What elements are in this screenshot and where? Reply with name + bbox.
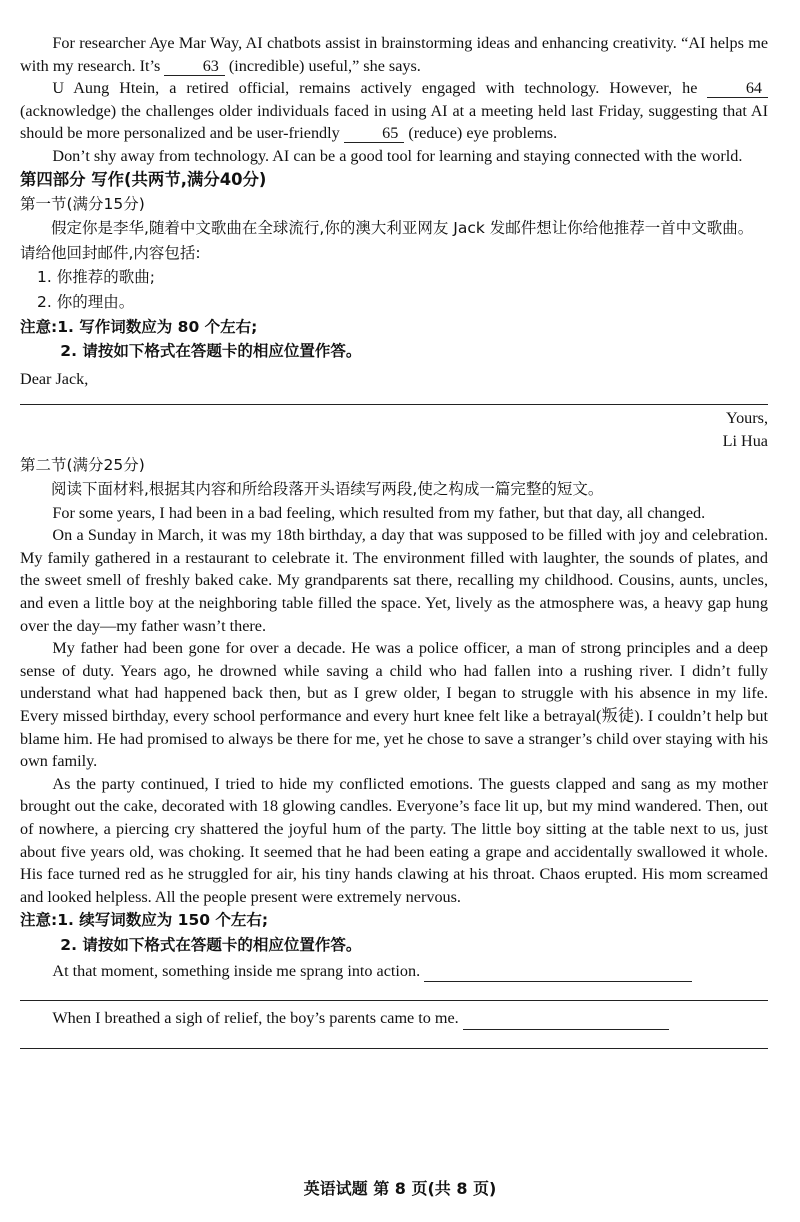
- section1-prompt: 假定你是李华,随着中文歌曲在全球流行,你的澳大利亚网友 Jack 发邮件想让你给他推荐一首中文歌曲。请给他回封邮件,内容包括:: [20, 219, 754, 262]
- continuation-start-2: When I breathed a sigh of relief, the boy’s parents came to me.: [20, 1007, 768, 1030]
- section2-note-2: 2. 请按如下格式在答题卡的相应位置作答。: [60, 935, 362, 954]
- reading-paragraph-2: U Aung Htein, a retired official, remains actively engaged with technology. However, he 64 (acknowledge) the challenges older individuals faced in using AI at a meeting held last Friday, suggesting that AI should be more personalized and be user-friendly 65 (reduce) eye problems.: [20, 79, 768, 143]
- reading-paragraph-1: For researcher Aye Mar Way, AI chatbots assist in brainstorming ideas and enhancing creativity. “AI helps me with my research. It’s 63 (incredible) useful,” she says.: [20, 34, 768, 75]
- section1-title: 第一节(满分15分): [20, 194, 145, 213]
- section1-item-1: 1. 你推荐的歌曲;: [37, 268, 155, 287]
- story-paragraph-1: For some years, I had been in a bad feeling, which resulted from my father, but that day, all changed.: [52, 503, 706, 522]
- story-paragraph-3: My father had been gone for over a decade. He was a police officer, a man of strong principles and a deep sense of duty. Years ago, he drowned while saving a child who had fallen into a rushing river. I didn’t fully understand what had happened back then, but as I grew older, I began to struggle with his absence in my life. Every missed birthday, every school performance and every hurt knee felt like a betrayal(叛徒). I couldn’t help but blame him. He had promised to always be there for me, yet he chose to save a stranger’s child over staying with his own family.: [20, 639, 768, 771]
- letter-signature: Li Hua: [722, 431, 768, 450]
- letter-greeting: Dear Jack,: [20, 369, 89, 388]
- reading-paragraph-3: Don’t shy away from technology. AI can be a good tool for learning and staying connected with the world.: [52, 146, 743, 165]
- continuation-answer-line-2[interactable]: [463, 1013, 669, 1030]
- letter-closing: Yours,: [726, 409, 768, 428]
- section2-note-1: 注意:1. 续写词数应为 150 个左右;: [20, 911, 269, 930]
- section1-item-2: 2. 你的理由。: [37, 292, 135, 311]
- continuation-start-1: At that moment, something inside me sprang into action.: [20, 960, 768, 983]
- writing-line[interactable]: [20, 404, 768, 405]
- page-footer: 英语试题 第 8 页(共 8 页): [303, 1179, 497, 1198]
- blank-65[interactable]: 65: [344, 124, 405, 143]
- part4-title: 第四部分 写作(共两节,满分40分): [20, 169, 267, 189]
- writing-line[interactable]: [20, 1000, 768, 1001]
- writing-line[interactable]: [20, 1048, 768, 1049]
- blank-64[interactable]: 64: [707, 79, 768, 98]
- story-paragraph-4: As the party continued, I tried to hide my conflicted emotions. The guests clapped and sang as my mother brought out the cake, decorated with 18 glowing candles. Everyone’s face lit up, but my mind wandered. Then, out of nowhere, a piercing cry shattered the joyful hum of the party. The little boy sitting at the table next to us, just about five years old, was choking. It seemed that he had been eating a grape and accidentally swallowed it whole. His face turned red as he struggled for air, his tiny hands clawing at his throat. Chaos erupted. His mom screamed and looked helpless. All the people present were extremely nervous.: [20, 774, 768, 906]
- section2-title: 第二节(满分25分): [20, 455, 145, 474]
- blank-63[interactable]: 63: [164, 57, 225, 76]
- exam-page: [20, 32, 768, 1049]
- story-paragraph-2: On a Sunday in March, it was my 18th birthday, a day that was supposed to be filled with joy and celebration. My family gathered in a restaurant to celebrate it. The environment filled with laughter, the sounds of plates, and the sweet smell of freshly baked cake. My grandparents sat there, recalling my childhood. Cousins, aunts, uncles, and even a little boy at the neighboring table filled the space. Yet, lively as the atmosphere was, a heavy gap hung over the day—my father wasn’t there.: [20, 526, 768, 635]
- section1-note-1: 注意:1. 写作词数应为 80 个左右;: [20, 317, 258, 336]
- section1-note-2: 2. 请按如下格式在答题卡的相应位置作答。: [60, 342, 362, 361]
- section2-prompt: 阅读下面材料,根据其内容和所给段落开头语续写两段,使之构成一篇完整的短文。: [51, 480, 604, 499]
- continuation-answer-line-1[interactable]: [424, 965, 692, 982]
